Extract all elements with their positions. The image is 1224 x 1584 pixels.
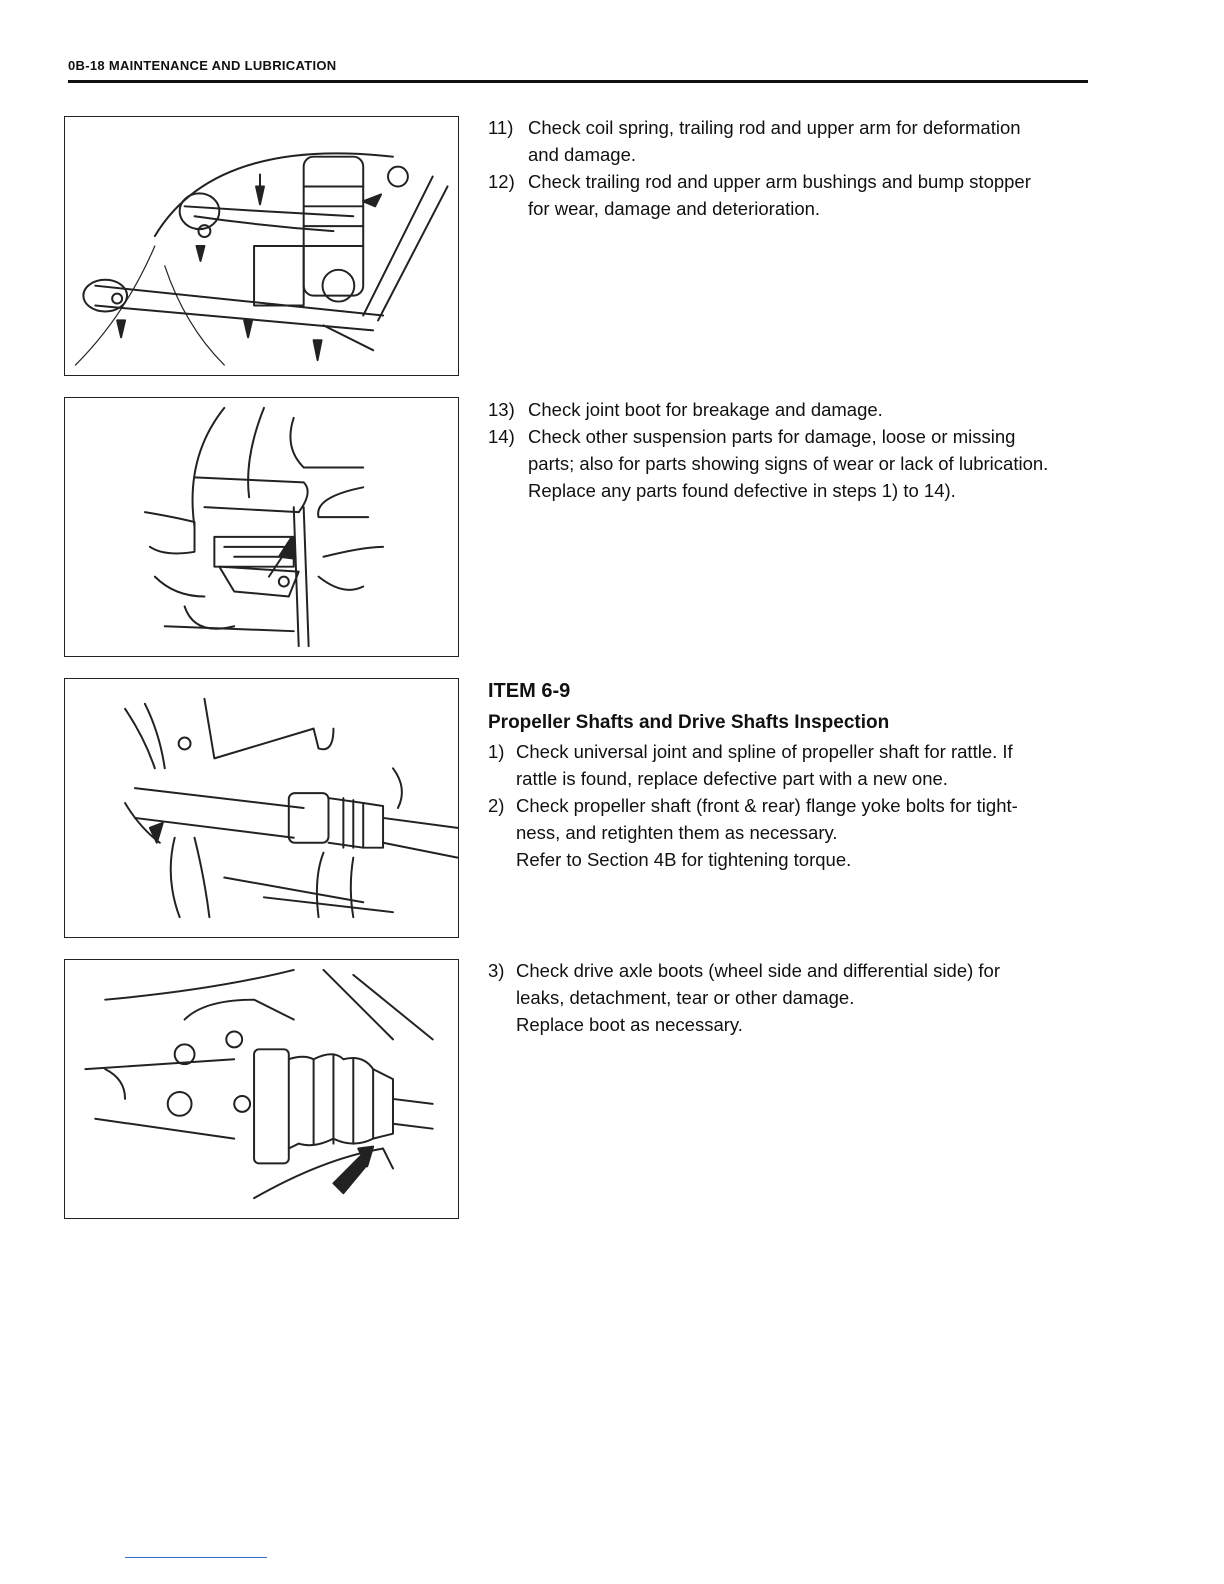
item-title: ITEM 6-9 xyxy=(488,680,571,702)
item-text: Check other suspension parts for damage, loose or missing xyxy=(528,426,1016,447)
item-continuation: ness, and retighten them as necessary. xyxy=(516,822,838,843)
text-block-propeller-shafts xyxy=(488,678,1088,873)
rear-suspension-illustration xyxy=(65,117,458,375)
item-number: 1) xyxy=(488,741,505,762)
item-number: 14) xyxy=(488,426,515,447)
item-continuation: rattle is found, replace defective part with a new one. xyxy=(516,768,948,789)
list-item xyxy=(488,168,1088,195)
text-block-joint-boot xyxy=(488,396,1088,504)
item-text: Check drive axle boots (wheel side and differential side) for xyxy=(516,960,1000,981)
item-continuation: leaks, detachment, tear or other damage. xyxy=(516,987,855,1008)
joint-boot-illustration xyxy=(65,398,458,656)
joint-boot-figure xyxy=(64,397,459,657)
page-header xyxy=(68,58,1088,83)
drive-axle-boot-illustration xyxy=(65,960,458,1218)
item-continuation: for wear, damage and deterioration. xyxy=(528,198,821,219)
item-number: 3) xyxy=(488,960,505,981)
list-item xyxy=(488,738,1088,765)
text-block-coil-spring xyxy=(488,114,1088,222)
item-continuation: Replace boot as necessary. xyxy=(516,1014,743,1035)
item-number: 13) xyxy=(488,399,515,420)
list-item xyxy=(488,423,1088,450)
item-continuation: Refer to Section 4B for tightening torque. xyxy=(516,849,852,870)
propeller-shaft-figure xyxy=(64,678,459,938)
section-title: Propeller Shafts and Drive Shafts Inspection xyxy=(488,712,890,733)
item-continuation: and damage. xyxy=(528,144,637,165)
text-block-drive-axle-boots xyxy=(488,957,1088,1038)
propeller-shaft-illustration xyxy=(65,679,458,937)
list-item xyxy=(488,792,1088,819)
item-continuation: parts; also for parts showing signs of wear or lack of lubrication. xyxy=(528,453,1049,474)
footer-rule xyxy=(125,1557,267,1558)
item-text: Check trailing rod and upper arm bushings and bump stopper xyxy=(528,171,1031,192)
item-text: Check coil spring, trailing rod and upper arm for deformation xyxy=(528,117,1021,138)
list-item xyxy=(488,957,1088,984)
header-title: 0B-18 MAINTENANCE AND LUBRICATION xyxy=(68,58,337,73)
item-number: 11) xyxy=(488,117,514,138)
list-item xyxy=(488,114,1088,141)
item-number: 2) xyxy=(488,795,505,816)
list-item xyxy=(488,396,1088,423)
item-continuation: Replace any parts found defective in steps 1) to 14). xyxy=(528,480,956,501)
item-number: 12) xyxy=(488,171,515,192)
item-text: Check joint boot for breakage and damage. xyxy=(528,399,883,420)
item-text: Check propeller shaft (front & rear) flange yoke bolts for tight- xyxy=(516,795,1018,816)
rear-suspension-figure xyxy=(64,116,459,376)
drive-axle-boot-figure xyxy=(64,959,459,1219)
item-text: Check universal joint and spline of propeller shaft for rattle. If xyxy=(516,741,1013,762)
